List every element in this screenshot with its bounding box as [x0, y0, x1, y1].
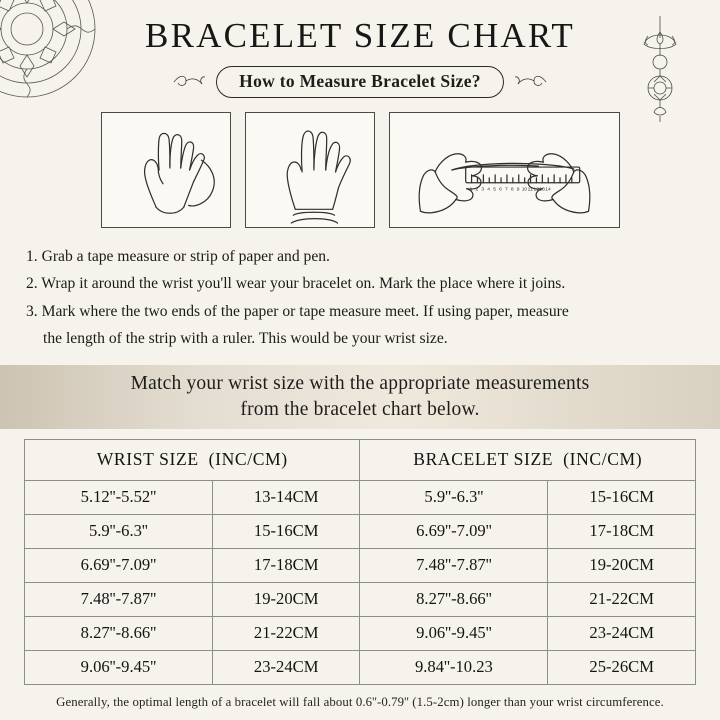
illustration-hand-wrapping-wrist [245, 112, 375, 228]
table-row [25, 481, 696, 515]
step-3-continued: the length of the strip with a ruler. This would be your wrist size. [43, 329, 448, 347]
bracelet-inch: 6.69''-7.09'' [360, 515, 548, 549]
table-row [25, 583, 696, 617]
svg-text:7: 7 [504, 187, 508, 193]
bracelet-cm: 15-16CM [548, 481, 696, 515]
footnote: Generally, the optimal length of a bracelet will fall about 0.6''-0.79'' (1.5-2cm) longer than your wrist circumference. [56, 695, 664, 709]
step-3: 3. Mark where the two ends of the paper or tape measure meet. If using paper, measure [26, 302, 569, 320]
wrist-inch: 6.69''-7.09'' [25, 549, 213, 583]
svg-text:1: 1 [469, 187, 472, 193]
svg-text:10: 10 [521, 187, 527, 193]
subtitle-pill: How to Measure Bracelet Size? [216, 66, 504, 98]
wrist-cm: 19-20CM [212, 583, 360, 617]
bracelet-cm: 23-24CM [548, 617, 696, 651]
bracelet-cm: 21-22CM [548, 583, 696, 617]
svg-text:14: 14 [544, 187, 551, 193]
bracelet-size-unit: (INC/CM) [563, 449, 643, 469]
measuring-steps [26, 244, 694, 351]
wrist-inch: 5.12''-5.52'' [25, 481, 213, 515]
svg-text:4: 4 [486, 187, 490, 193]
svg-text:5: 5 [492, 187, 496, 193]
bracelet-inch: 9.84''-10.23 [360, 651, 548, 685]
bracelet-cm: 17-18CM [548, 515, 696, 549]
bracelet-cm: 19-20CM [548, 549, 696, 583]
table-header-row [25, 440, 696, 481]
wrist-inch: 7.48''-7.87'' [25, 583, 213, 617]
wrist-size-label: WRIST SIZE [96, 449, 199, 469]
bracelet-size-header [360, 440, 696, 481]
svg-text:3: 3 [480, 187, 484, 193]
illustration-hands-measuring-with-ruler [389, 112, 620, 228]
illustration-hand-with-tape-measure [101, 112, 231, 228]
flourish-right-icon [514, 71, 548, 93]
wrist-cm: 13-14CM [212, 481, 360, 515]
step-1: 1. Grab a tape measure or strip of paper and pen. [26, 248, 330, 265]
bracelet-inch: 8.27''-8.66'' [360, 583, 548, 617]
wrist-inch: 9.06''-9.45'' [25, 651, 213, 685]
bracelet-size-label: BRACELET SIZE [413, 449, 554, 469]
table-row [25, 515, 696, 549]
flourish-left-icon [172, 71, 206, 93]
page-title: BRACELET SIZE CHART [145, 16, 575, 55]
svg-text:11: 11 [527, 187, 533, 193]
wrist-inch: 5.9''-6.3'' [25, 515, 213, 549]
table-row [25, 651, 696, 685]
illustration-row [0, 112, 720, 228]
step-2: 2. Wrap it around the wrist you'll wear your bracelet on. Mark the place where it joins. [26, 275, 566, 293]
size-table [24, 439, 696, 685]
wrist-cm: 23-24CM [212, 651, 360, 685]
wrist-size-header [25, 440, 360, 481]
banner-line-2: from the bracelet chart below. [240, 399, 480, 420]
svg-text:6: 6 [498, 187, 502, 193]
bracelet-inch: 5.9''-6.3'' [360, 481, 548, 515]
bracelet-inch: 9.06''-9.45'' [360, 617, 548, 651]
svg-text:9: 9 [516, 187, 520, 193]
wrist-cm: 17-18CM [212, 549, 360, 583]
wrist-cm: 21-22CM [212, 617, 360, 651]
banner-line-1: Match your wrist size with the appropriate measurements [130, 373, 590, 395]
wrist-cm: 15-16CM [212, 515, 360, 549]
subtitle-row [0, 66, 720, 98]
svg-text:13: 13 [538, 187, 545, 193]
match-size-banner [0, 365, 720, 429]
table-row [25, 617, 696, 651]
svg-text:12: 12 [532, 187, 539, 193]
wrist-inch: 8.27''-8.66'' [25, 617, 213, 651]
bracelet-cm: 25-26CM [548, 651, 696, 685]
svg-text:8: 8 [510, 187, 514, 193]
bracelet-inch: 7.48''-7.87'' [360, 549, 548, 583]
wrist-size-unit: (INC/CM) [208, 449, 288, 469]
table-row [25, 549, 696, 583]
svg-text:2: 2 [475, 187, 478, 193]
